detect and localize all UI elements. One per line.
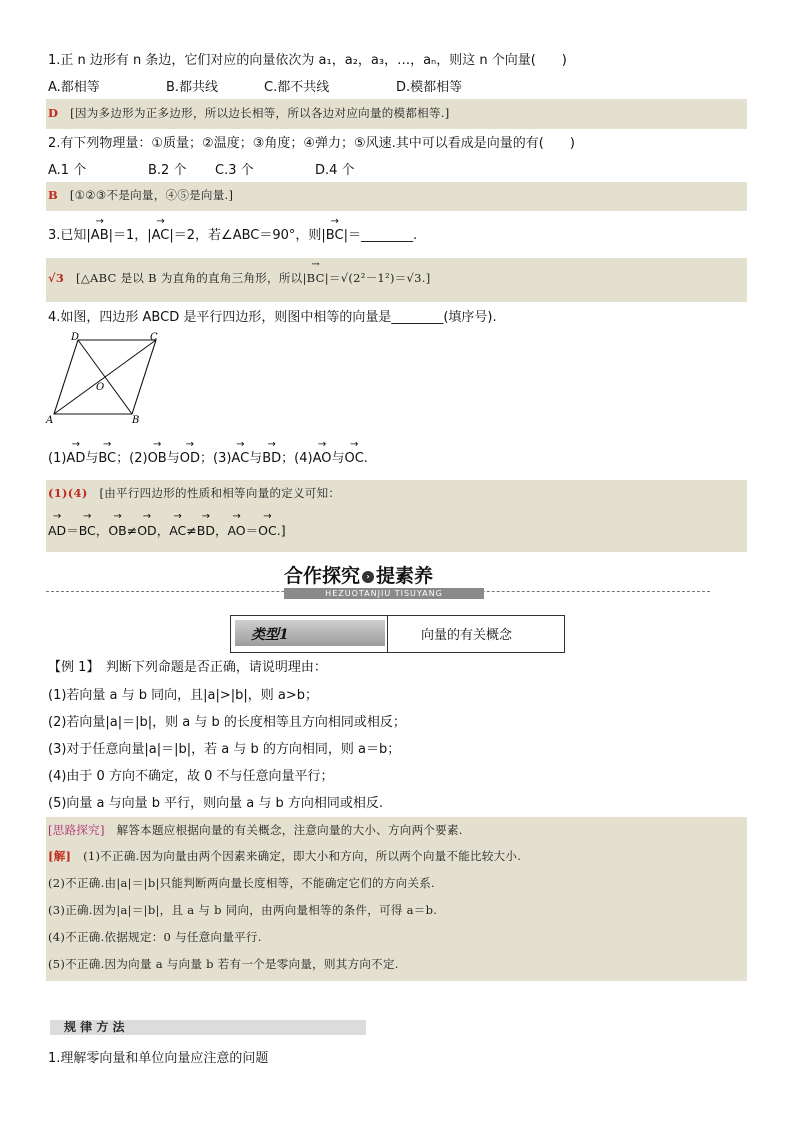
label-b: B (132, 415, 140, 426)
vector: → AO (313, 451, 332, 466)
solution-line-4: (4)不正确.依据规定：0 与任意向量平行. (48, 930, 262, 944)
vector-bc-answer: → BC (307, 271, 325, 285)
answer-3-text-post: |＝√(2²－1²)＝√3.] (324, 271, 431, 285)
vector: → OC (258, 523, 277, 538)
a4-relation: → AO＝→ OC.] (227, 523, 285, 538)
vector: → BC (79, 523, 96, 538)
example-item-4: (4)由于 0 方向不确定，故 0 不与任意向量平行； (48, 769, 334, 784)
label-c: C (150, 332, 158, 343)
answer-4-line1 (48, 485, 340, 501)
q2-option-a: A.1 个 (48, 163, 87, 178)
vector: → AC (169, 523, 186, 538)
type-label: 类型1 (251, 627, 289, 643)
section-subtitle: HEZUOTANJIU TISUYANG (284, 588, 484, 599)
answer-2-text: [①②③不是向量，④⑤是向量.] (69, 188, 234, 202)
answer-1-letter: D (48, 106, 59, 120)
a4-relation: → OB≠→ OD， (108, 523, 169, 538)
vector: → OB (148, 451, 167, 466)
type-separator (387, 616, 388, 652)
answer-3-text-pre: [△ABC 是以 B 为直角的直角三角形，所以| (76, 271, 307, 285)
label-o: O (96, 382, 105, 393)
question-1: 1.正 n 边形有 n 条边，它们对应的向量依次为 a₁，a₂，a₃，…，aₙ，则这 n 个向量( ) (48, 53, 567, 68)
example-item-1: (1)若向量 a 与 b 同向，且|a|>|b|，则 a>b； (48, 688, 319, 703)
type-label-bg (235, 620, 385, 646)
vector: → OD (180, 451, 200, 466)
example-item-2: (2)若向量|a|＝|b|，则 a 与 b 的长度相等且方向相同或相反； (48, 715, 406, 730)
section-title (284, 561, 470, 587)
q2-option-c: C.3 个 (215, 163, 254, 178)
q3-mid1: |＝1，| (108, 228, 152, 243)
solution-line-3: (3)正确.因为|a|＝|b|，且 a 与 b 同向，由两向量相等的条件，可得 a＝b. (48, 903, 438, 917)
answer-4-text: [由平行四边形的性质和相等向量的定义可知： (99, 486, 341, 500)
vector: → OD (137, 523, 156, 538)
vector: → BC (98, 451, 116, 466)
answer-2-letter: B (48, 188, 59, 202)
arrow-circle-icon: › (362, 571, 374, 583)
q3-prefix: 3.已知| (48, 228, 91, 243)
answer-3 (48, 270, 431, 286)
vector: → BD (262, 451, 281, 466)
type-title: 向量的有关概念 (421, 628, 513, 643)
q1-option-a: A.都相等 (48, 80, 100, 95)
thinking-line (48, 822, 463, 838)
label-a: A (46, 415, 54, 426)
q2-option-d: D.4 个 (315, 163, 355, 178)
solution-line-1 (48, 848, 521, 864)
answer-1-text: [因为多边形为正多边形，所以边长相等，所以各边对应向量的模都相等.] (70, 106, 450, 120)
vector: → OB (108, 523, 126, 538)
a4-relation: → AC≠→ BD， (169, 523, 227, 538)
a4-relation: → AD＝→ BC， (48, 523, 108, 538)
vector: → AD (66, 451, 85, 466)
example-item-5: (5)向量 a 与向量 b 平行，则向量 a 与 b 方向相同或相反. (48, 796, 384, 811)
section-title-part2: 提素养 (376, 565, 434, 587)
solution-line-5: (5)不正确.因为向量 a 与向量 b 若有一个是零向量，则其方向不定. (48, 957, 399, 971)
method-label: 规 律 方 法 (64, 1020, 125, 1034)
example-item-3: (3)对于任意向量|a|＝|b|，若 a 与 b 的方向相同，则 a＝b； (48, 742, 401, 757)
q1-option-d: D.模都相等 (396, 80, 463, 95)
q1-option-b: B.都共线 (166, 80, 219, 95)
solution-text-1: (1)不正确.因为向量由两个因素来确定，即大小和方向，所以两个向量不能比较大小. (71, 849, 522, 863)
q4-option: (2)→ OB与→ OD； (129, 451, 213, 466)
parallelogram-figure (44, 330, 166, 426)
method-bar (50, 1020, 366, 1035)
q4-option: (4)→ AO与→ OC. (294, 451, 368, 466)
q4-option: (3)→ AC与→ BD； (213, 451, 294, 466)
q3-mid2: |＝2，若∠ABC＝90°，则| (169, 228, 326, 243)
vector-ab: → AB (91, 228, 109, 243)
question-3 (48, 224, 417, 243)
thinking-text: 解答本题应根据向量的有关概念，注意向量的大小、方向两个要素. (104, 823, 463, 837)
answer-2 (48, 187, 233, 203)
method-item-1: 1.理解零向量和单位向量应注意的问题 (48, 1051, 269, 1066)
answer-3-letter: √3 (48, 271, 65, 285)
answer-1 (48, 105, 449, 121)
type-box (230, 615, 565, 653)
q3-suffix: |＝________. (343, 228, 418, 243)
q2-option-b: B.2 个 (148, 163, 187, 178)
diagonal-bd (78, 340, 132, 414)
q4-option: (1)→ AD与→ BC； (48, 451, 129, 466)
thinking-tag: [思路探究] (48, 823, 105, 837)
label-d: D (71, 332, 80, 343)
question-4: 4.如图，四边形 ABCD 是平行四边形，则图中相等的向量是________(填序号). (48, 310, 497, 325)
question-2: 2.有下列物理量：①质量；②温度；③角度；④弹力；⑤风速.其中可以看成是向量的有( ) (48, 136, 575, 151)
example-head: 【例 1】 判断下列命题是否正确，请说明理由： (48, 660, 327, 675)
q4-options (48, 447, 368, 466)
solution-line-2: (2)不正确.由|a|＝|b|只能判断两向量长度相等，不能确定它们的方向关系. (48, 876, 436, 890)
answer-4-letter: (1)(4) (48, 486, 88, 500)
vector-bc: → BC (326, 228, 344, 243)
vector-ac: → AC (152, 228, 170, 243)
solution-tag: [解] (48, 849, 72, 863)
section-title-part1: 合作探究 (284, 565, 361, 587)
vector: → OC (344, 451, 363, 466)
answer-4-line2 (48, 521, 286, 539)
vector: → AC (231, 451, 249, 466)
vector: → AO (227, 523, 245, 538)
vector: → BD (197, 523, 215, 538)
vector: → AD (48, 523, 66, 538)
q1-option-c: C.都不共线 (264, 80, 330, 95)
